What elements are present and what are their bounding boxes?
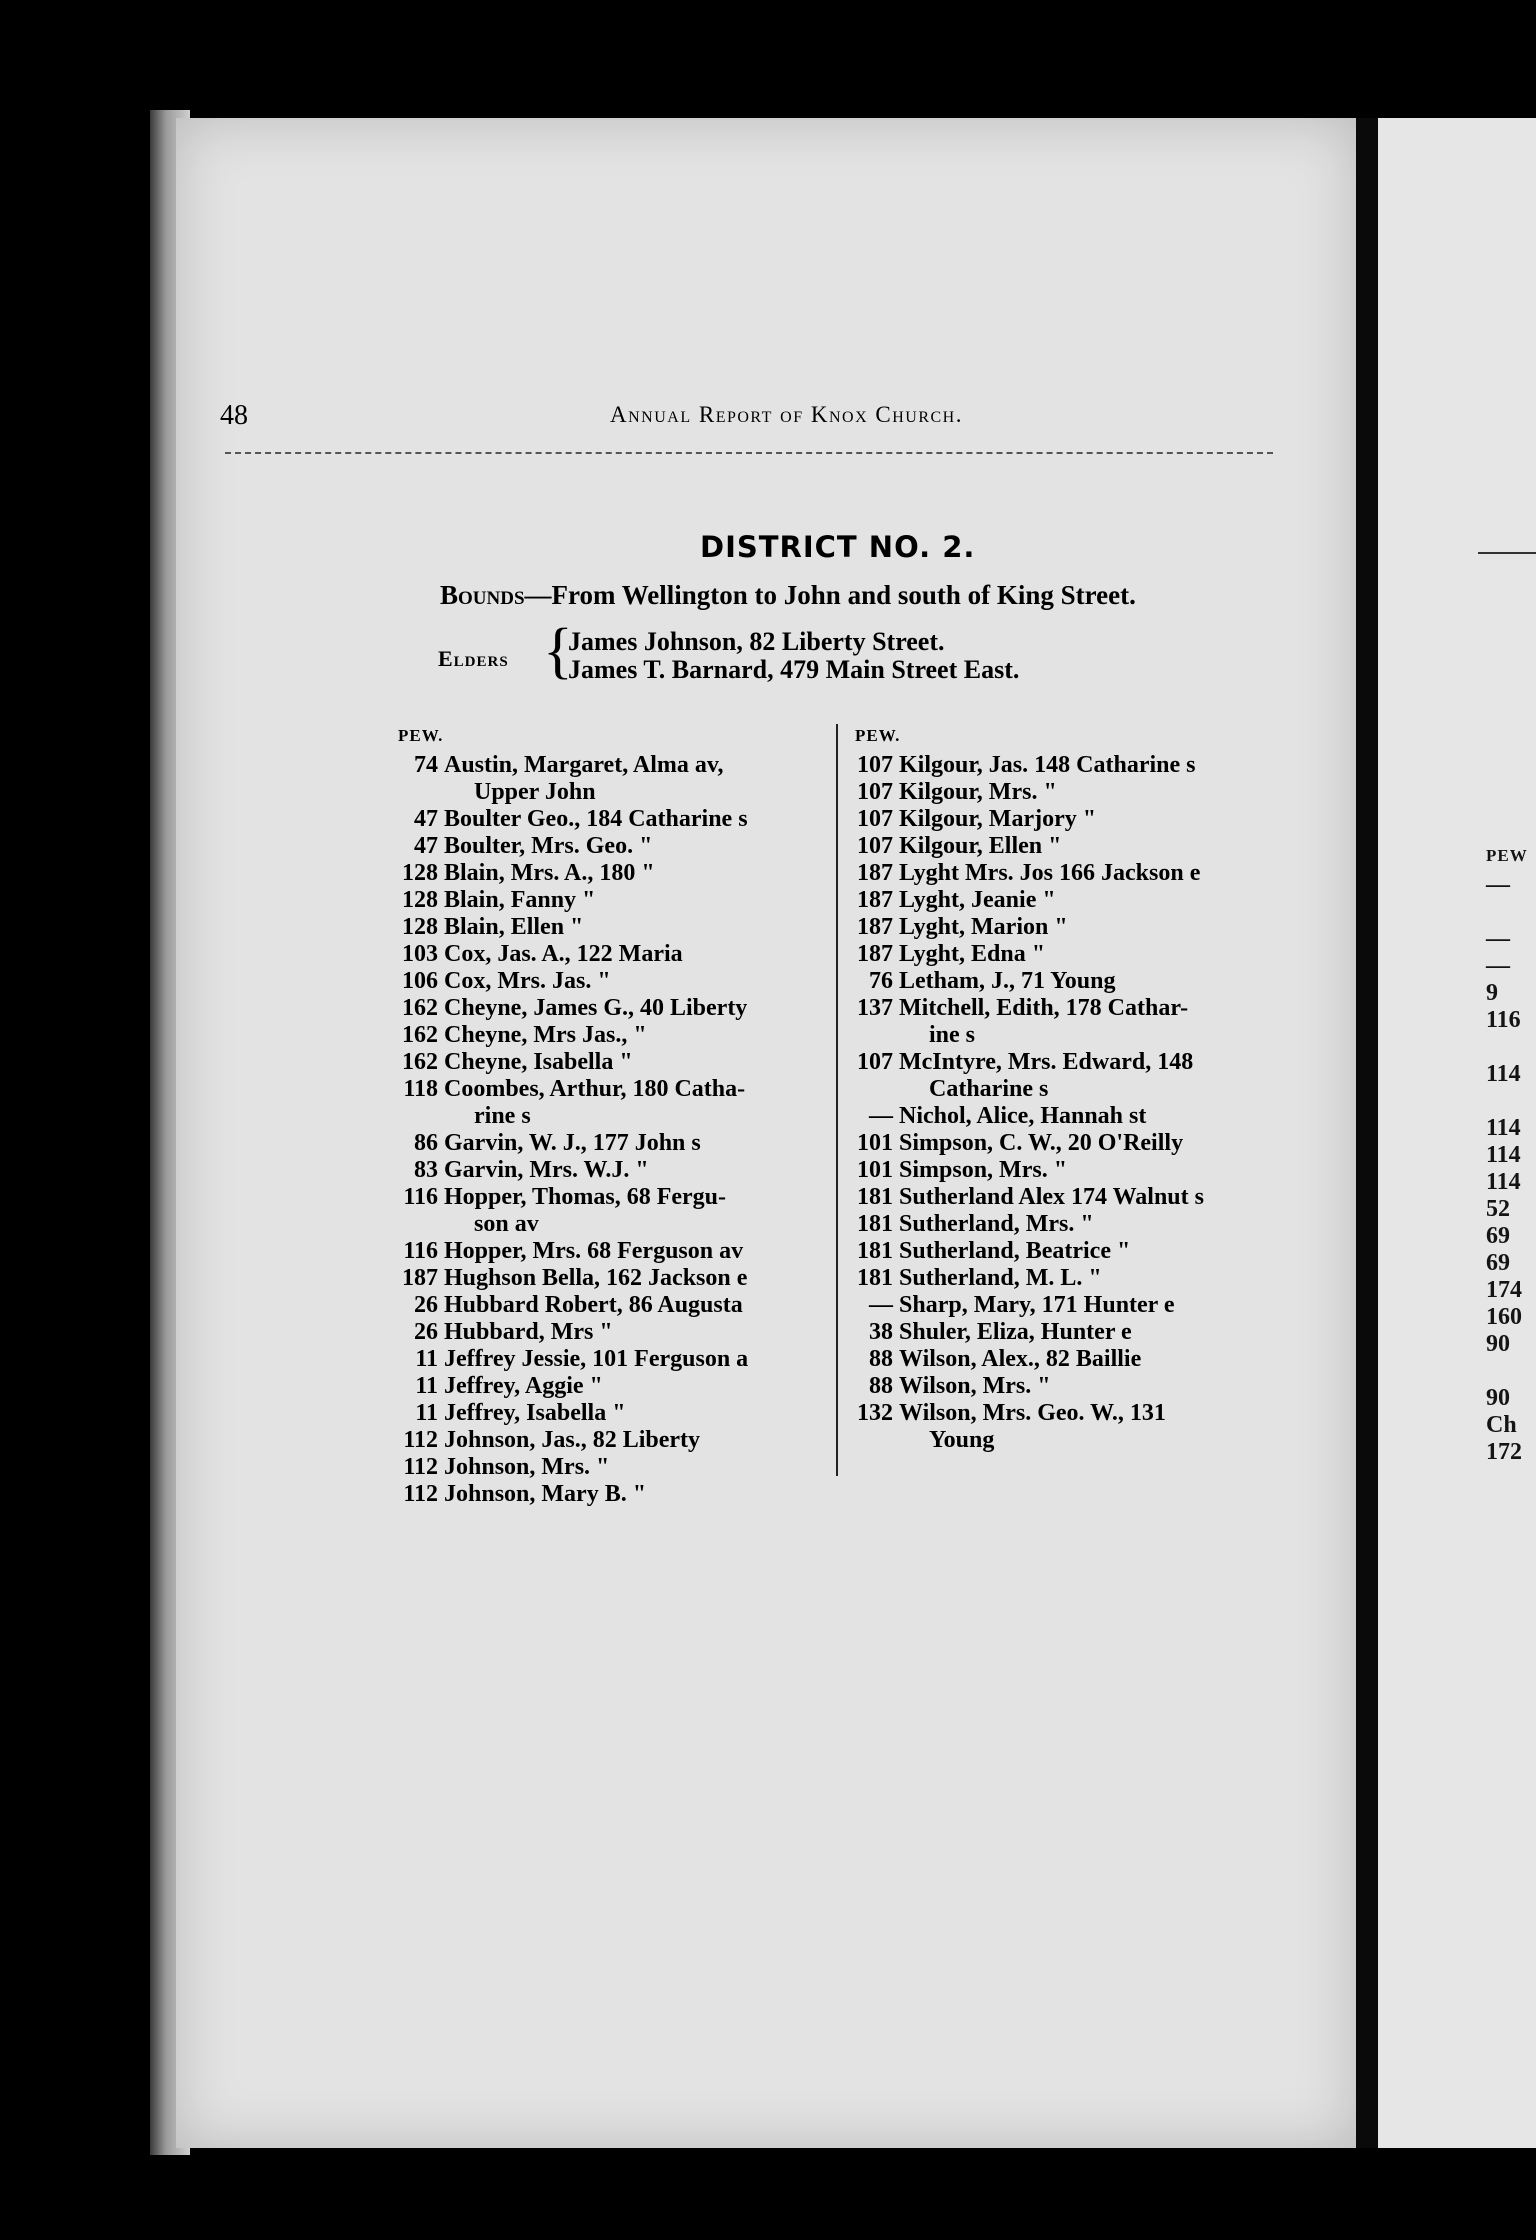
district-title: DISTRICT NO. 2. xyxy=(700,530,976,564)
next-page-pew-header: PEW xyxy=(1486,846,1528,865)
pew-number: 83 xyxy=(414,1157,438,1183)
member-name: Simpson, Mrs. " xyxy=(899,1157,1068,1183)
next-page-pew xyxy=(1486,899,1522,926)
member-name: Hubbard, Mrs " xyxy=(444,1319,613,1345)
member-entry xyxy=(845,1157,1295,1184)
pew-number: 162 xyxy=(402,1049,438,1075)
pew-number: 86 xyxy=(414,1130,438,1156)
pew-number: 74 xyxy=(414,752,438,778)
column-divider xyxy=(836,724,838,1476)
member-entry xyxy=(390,968,830,995)
member-entry xyxy=(845,1319,1295,1346)
next-page-pew: 174 xyxy=(1486,1277,1522,1303)
member-name: Young xyxy=(929,1427,995,1453)
member-entry xyxy=(390,1130,830,1157)
member-name: Johnson, Mary B. " xyxy=(444,1481,647,1507)
member-name: Letham, J., 71 Young xyxy=(899,968,1116,994)
pew-number xyxy=(845,1427,899,1454)
member-entry xyxy=(390,1319,830,1346)
pew-header-left: PEW. xyxy=(398,726,444,745)
pew-number: 88 xyxy=(869,1346,893,1372)
district-bounds xyxy=(440,580,1136,611)
pew-number: 11 xyxy=(415,1373,438,1399)
member-name: McIntyre, Mrs. Edward, 148 xyxy=(899,1049,1194,1075)
pew-number: 106 xyxy=(402,968,438,994)
member-name: son av xyxy=(474,1211,539,1237)
member-entry xyxy=(845,1076,1295,1103)
member-entry xyxy=(390,1292,830,1319)
member-entry xyxy=(390,1157,830,1184)
pew-number: 112 xyxy=(403,1454,438,1480)
pew-number xyxy=(390,1103,444,1130)
member-name: Nichol, Alice, Hannah st xyxy=(899,1103,1147,1129)
member-name: Cheyne, Mrs Jas., " xyxy=(444,1022,647,1048)
next-page-pew: 90 xyxy=(1486,1385,1510,1411)
member-entry xyxy=(390,1211,830,1238)
next-page-pew xyxy=(1486,1358,1522,1385)
elder-line: James Johnson, 82 Liberty Street. xyxy=(568,627,945,656)
district-elders xyxy=(438,617,1138,698)
pew-number: 116 xyxy=(403,1184,438,1210)
member-name: Lyght Mrs. Jos 166 Jackson e xyxy=(899,860,1201,886)
member-name: Upper John xyxy=(474,779,596,805)
member-name: Kilgour, Ellen " xyxy=(899,833,1062,859)
member-entry xyxy=(390,806,830,833)
member-name: Lyght, Marion " xyxy=(899,914,1068,940)
member-name: Garvin, Mrs. W.J. " xyxy=(444,1157,649,1183)
member-name: Simpson, C. W., 20 O'Reilly xyxy=(899,1130,1184,1156)
member-entry xyxy=(390,1022,830,1049)
next-page-pew: 69 xyxy=(1486,1223,1510,1249)
pew-number: 26 xyxy=(414,1292,438,1318)
next-page-pew: 114 xyxy=(1486,1115,1521,1141)
member-entry xyxy=(390,1400,830,1427)
member-name: Lyght, Edna " xyxy=(899,941,1046,967)
member-name: Sutherland, M. L. " xyxy=(899,1265,1102,1291)
member-name: Catharine s xyxy=(929,1076,1049,1102)
pew-number: 132 xyxy=(857,1400,893,1426)
pew-number: — xyxy=(869,1103,893,1129)
next-page-pew: 114 xyxy=(1486,1061,1521,1087)
member-name: Austin, Margaret, Alma av, xyxy=(444,752,724,778)
member-entry xyxy=(845,1400,1295,1427)
member-entry xyxy=(845,779,1295,806)
pew-number: 181 xyxy=(857,1238,893,1264)
member-entry xyxy=(845,941,1295,968)
next-page-pew: 114 xyxy=(1486,1169,1521,1195)
member-name: Cox, Mrs. Jas. " xyxy=(444,968,611,994)
pew-number: 107 xyxy=(857,752,893,778)
pew-number xyxy=(390,1211,444,1238)
member-name: Cheyne, Isabella " xyxy=(444,1049,633,1075)
pew-number: 38 xyxy=(869,1319,893,1345)
header-rule xyxy=(225,452,1273,454)
member-entry xyxy=(845,1211,1295,1238)
member-name: Sutherland Alex 174 Walnut s xyxy=(899,1184,1204,1210)
elders-label: Elders xyxy=(438,646,509,671)
member-entry xyxy=(845,968,1295,995)
pew-number: 187 xyxy=(857,860,893,886)
elders-brace: { xyxy=(543,617,573,685)
member-name: Cheyne, James G., 40 Liberty xyxy=(444,995,748,1021)
pew-number: 181 xyxy=(857,1184,893,1210)
next-page-pew: 114 xyxy=(1486,1142,1521,1168)
member-entry xyxy=(845,1346,1295,1373)
member-entry xyxy=(390,1076,830,1103)
member-name: Garvin, W. J., 177 John s xyxy=(444,1130,701,1156)
pew-header-right: PEW. xyxy=(855,726,901,745)
page-right-fragment xyxy=(1378,118,1536,2148)
member-name: Shuler, Eliza, Hunter e xyxy=(899,1319,1132,1345)
next-page-pew: 172 xyxy=(1486,1439,1522,1465)
pew-number: 187 xyxy=(857,941,893,967)
member-entry xyxy=(845,1238,1295,1265)
bounds-label: Bounds xyxy=(440,580,525,610)
member-entry xyxy=(845,1292,1295,1319)
member-name: Coombes, Arthur, 180 Catha- xyxy=(444,1076,746,1102)
member-name: Blain, Ellen " xyxy=(444,914,584,940)
member-name: Johnson, Mrs. " xyxy=(444,1454,610,1480)
member-name: Kilgour, Marjory " xyxy=(899,806,1097,832)
member-name: Boulter Geo., 184 Catharine s xyxy=(444,806,748,832)
next-page-rule xyxy=(1478,552,1536,554)
next-page-pew: 9 xyxy=(1486,980,1498,1006)
member-entry xyxy=(390,860,830,887)
member-name: Sharp, Mary, 171 Hunter e xyxy=(899,1292,1175,1318)
pew-number: 137 xyxy=(857,995,893,1021)
member-entry xyxy=(845,1265,1295,1292)
member-name: Hopper, Thomas, 68 Fergu- xyxy=(444,1184,727,1210)
pew-number: 107 xyxy=(857,806,893,832)
pew-number: 88 xyxy=(869,1373,893,1399)
member-name: Blain, Mrs. A., 180 " xyxy=(444,860,655,886)
member-name: Cox, Jas. A., 122 Maria xyxy=(444,941,683,967)
member-name: Hughson Bella, 162 Jackson e xyxy=(444,1265,748,1291)
member-entry xyxy=(845,887,1295,914)
member-entry xyxy=(845,1184,1295,1211)
next-page-pew-list xyxy=(1486,872,1522,1466)
member-entry xyxy=(845,1130,1295,1157)
member-entry xyxy=(845,1373,1295,1400)
member-name: Boulter, Mrs. Geo. " xyxy=(444,833,653,859)
pew-number xyxy=(390,779,444,806)
pew-number: 26 xyxy=(414,1319,438,1345)
member-entry xyxy=(390,1103,830,1130)
member-name: ine s xyxy=(929,1022,976,1048)
pew-number: 103 xyxy=(402,941,438,967)
pew-number: 107 xyxy=(857,833,893,859)
member-entry xyxy=(845,1427,1295,1454)
pew-number: 107 xyxy=(857,1049,893,1075)
pew-number xyxy=(845,1022,899,1049)
member-name: Hubbard Robert, 86 Augusta xyxy=(444,1292,743,1318)
member-entry xyxy=(845,1049,1295,1076)
member-entry xyxy=(390,1427,830,1454)
member-name: Sutherland, Beatrice " xyxy=(899,1238,1131,1264)
member-entry xyxy=(390,887,830,914)
pew-number: 11 xyxy=(415,1400,438,1426)
pew-number: 101 xyxy=(857,1157,893,1183)
pew-number: 187 xyxy=(402,1265,438,1291)
member-entry xyxy=(845,860,1295,887)
pew-number: 47 xyxy=(414,833,438,859)
next-page-pew: — xyxy=(1486,872,1510,898)
next-page-pew: 90 xyxy=(1486,1331,1510,1357)
next-page-pew: 52 xyxy=(1486,1196,1510,1222)
member-entry xyxy=(390,1481,830,1508)
next-page-pew xyxy=(1486,1088,1522,1115)
pew-number: 11 xyxy=(415,1346,438,1372)
pew-number: 107 xyxy=(857,779,893,805)
member-entry xyxy=(845,995,1295,1022)
pew-number: 47 xyxy=(414,806,438,832)
member-entry xyxy=(390,1049,830,1076)
member-entry xyxy=(390,1454,830,1481)
next-page-pew: Ch xyxy=(1486,1412,1517,1438)
member-entry xyxy=(390,1184,830,1211)
pew-number: 187 xyxy=(857,887,893,913)
member-entry xyxy=(390,1346,830,1373)
member-name: Mitchell, Edith, 178 Cathar- xyxy=(899,995,1189,1021)
member-entry xyxy=(845,1103,1295,1130)
member-entry xyxy=(845,914,1295,941)
member-name: Jeffrey Jessie, 101 Ferguson a xyxy=(444,1346,749,1372)
member-entry xyxy=(390,914,830,941)
member-entry xyxy=(390,1238,830,1265)
pew-number: 116 xyxy=(403,1238,438,1264)
page-number: 48 xyxy=(220,400,248,431)
pew-number: — xyxy=(869,1292,893,1318)
pew-number: 128 xyxy=(402,860,438,886)
member-name: Blain, Fanny " xyxy=(444,887,596,913)
member-name: Kilgour, Mrs. " xyxy=(899,779,1057,805)
pew-number: 181 xyxy=(857,1265,893,1291)
next-page-pew: — xyxy=(1486,953,1510,979)
member-entry xyxy=(845,833,1295,860)
member-entry xyxy=(390,995,830,1022)
next-page-pew: 160 xyxy=(1486,1304,1522,1330)
member-name: Wilson, Mrs. Geo. W., 131 xyxy=(899,1400,1166,1426)
elder-line: James T. Barnard, 479 Main Street East. xyxy=(568,655,1020,684)
pew-number: 187 xyxy=(857,914,893,940)
member-name: Wilson, Mrs. " xyxy=(899,1373,1051,1399)
member-name: Wilson, Alex., 82 Baillie xyxy=(899,1346,1142,1372)
member-entry xyxy=(845,1022,1295,1049)
pew-list-right xyxy=(845,726,1295,1454)
member-entry xyxy=(390,1265,830,1292)
bounds-text: —From Wellington to John and south of King Street. xyxy=(524,580,1136,610)
pew-number: 112 xyxy=(403,1427,438,1453)
next-page-pew xyxy=(1486,1034,1522,1061)
member-entry xyxy=(390,1373,830,1400)
page-title: Annual Report of Knox Church. xyxy=(610,402,963,427)
next-page-pew: 69 xyxy=(1486,1250,1510,1276)
member-name: Kilgour, Jas. 148 Catharine s xyxy=(899,752,1196,778)
member-entry xyxy=(845,806,1295,833)
pew-number: 162 xyxy=(402,1022,438,1048)
running-head xyxy=(220,400,1282,440)
page-gutter xyxy=(1356,118,1378,2148)
pew-number: 76 xyxy=(869,968,893,994)
pew-number: 101 xyxy=(857,1130,893,1156)
member-name: rine s xyxy=(474,1103,531,1129)
pew-number: 118 xyxy=(403,1076,438,1102)
pew-number xyxy=(845,1076,899,1103)
pew-number: 162 xyxy=(402,995,438,1021)
member-name: Jeffrey, Aggie " xyxy=(444,1373,603,1399)
member-name: Hopper, Mrs. 68 Ferguson av xyxy=(444,1238,744,1264)
member-name: Sutherland, Mrs. " xyxy=(899,1211,1094,1237)
member-entry xyxy=(390,752,830,779)
member-entry xyxy=(390,779,830,806)
member-entry xyxy=(390,941,830,968)
member-entry xyxy=(845,752,1295,779)
member-entry xyxy=(390,833,830,860)
pew-number: 181 xyxy=(857,1211,893,1237)
pew-number: 128 xyxy=(402,887,438,913)
next-page-pew: — xyxy=(1486,926,1510,952)
pew-list-left xyxy=(390,726,830,1508)
member-name: Johnson, Jas., 82 Liberty xyxy=(444,1427,701,1453)
pew-number: 112 xyxy=(403,1481,438,1507)
pew-number: 128 xyxy=(402,914,438,940)
member-name: Lyght, Jeanie " xyxy=(899,887,1056,913)
next-page-pew: 116 xyxy=(1486,1007,1521,1033)
member-name: Jeffrey, Isabella " xyxy=(444,1400,626,1426)
